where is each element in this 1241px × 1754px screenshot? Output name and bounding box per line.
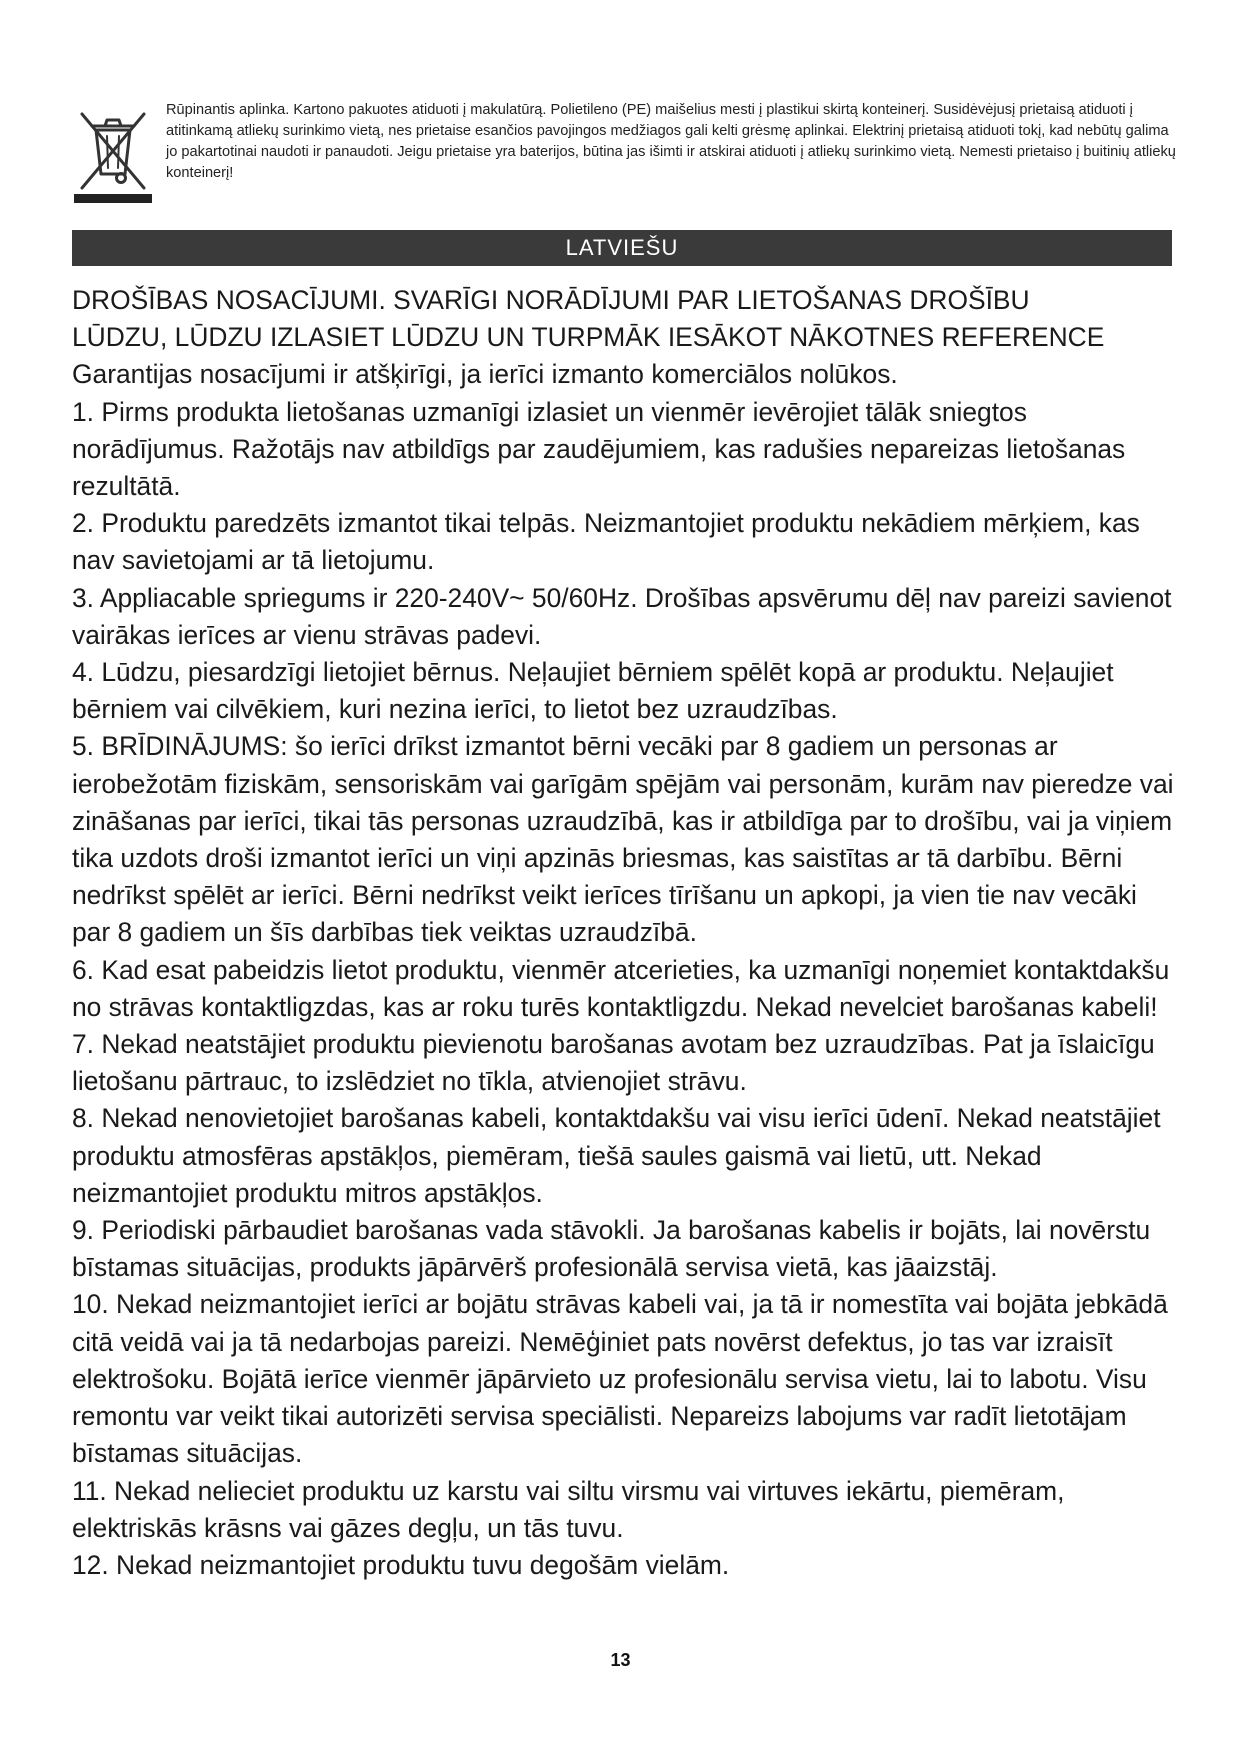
list-item: 2. Produktu paredzēts izmantot tikai telpās. Neizmantojiet produktu nekādiem mērķiem, kas nav savietojami ar tā lietojumu. xyxy=(72,508,1140,576)
list-item: 11. Nekad nelieciet produktu uz karstu vai siltu virsmu vai virtuves iekārtu, piemēram, elektriskās krāsns vai gāzes degļu, un tās tuvu. xyxy=(72,1475,1065,1543)
list-item: 8. Nekad nenovietojiet barošanas kabeli, kontaktdakšu vai visu ierīci ūdenī. Nekad neatstājiet produktu atmosfēras apstākļos, piemēram, tiešā saules gaismā vai lietū, utt. Nekad neizmantojiet produktu mitros apstākļos. xyxy=(72,1103,1161,1208)
warranty-note: Garantijas nosacījumi ir atšķirīgi, ja ierīci izmanto komerciālos nolūkos. xyxy=(72,359,898,390)
environment-notice-text: Rūpinantis aplinka. Kartono pakuotes atiduoti į makulatūrą. Polietileno (PE) maišelius mesti į plastikui skirtą konteinerį. Susidėvėjusį prietaisą atiduoti į atitinkamą atliekų surinkimo vietą, nes prietaise esančios pavojingos medžiagos gali kelti grėsmę aplinkai. Elektrinį prietaisą atiduoti tokį, kad nebūtų galima jo pakartotinai naudoti ir panaudoti. Jeigu prietaise yra baterijos, būtina jas išimti ir atskirai atiduoti į atliekų surinkimo vietą. Nemesti prietaiso į buitinių atliekų konteinerį! xyxy=(166,102,1176,181)
environment-notice xyxy=(74,100,1174,210)
list-item: 6. Kad esat pabeidzis lietot produktu, vienmēr atcerieties, ka uzmanīgi noņemiet kontaktdakšu no strāvas kontaktligzdas, kas ar roku turēs kontaktligzdu. Nekad nevelciet barošanas kabeli! xyxy=(72,954,1170,1022)
crossed-out-wheelie-bin-icon xyxy=(74,106,152,206)
list-item: 4. Lūdzu, piesardzīgi lietojiet bērnus. Neļaujiet bērniem spēlēt kopā ar produktu. Neļaujiet bērniem vai cilvēkiem, kuri nezina ierīci, to lietot bez uzraudzības. xyxy=(72,657,1114,725)
list-item: 12. Nekad neizmantojiet produktu tuvu degošām vielām. xyxy=(72,1549,730,1580)
list-item: 7. Nekad neatstājiet produktu pievienotu barošanas avotam bez uzraudzības. Pat ja īslaicīgu lietošanu pārtrauc, to izslēdziet no tīkla, atvienojiet strāvu. xyxy=(72,1029,1155,1097)
heading-line-1: DROŠĪBAS NOSACĪJUMI. SVARĪGI NORĀDĪJUMI PAR LIETOŠANAS DROŠĪBU xyxy=(72,285,1030,315)
list-item: 9. Periodiski pārbaudiet barošanas vada stāvokli. Ja barošanas kabelis ir bojāts, lai novērstu bīstamas situācijas, produkts jāpārvērš profesionālā servisa vietā, kas jāaizstāj. xyxy=(72,1215,1151,1283)
page-number: 13 xyxy=(610,1650,631,1670)
list-item: 1. Pirms produkta lietošanas uzmanīgi izlasiet un vienmēr ievērojiet tālāk sniegtos norādījumus. Ražotājs nav atbildīgs par zaudējumiem, kas radušies nepareizas lietošanas rezultātā. xyxy=(72,396,1126,502)
list-item: 3. Appliacable spriegums ir 220-240V~ 50/60Hz. Drošības apsvērumu dēļ nav pareizi savienot vairākas ierīces ar vienu strāvas padevi. xyxy=(72,582,1172,650)
list-item: 5. BRĪDINĀJUMS: šo ierīci drīkst izmantot bērni vecāki par 8 gadiem un personas ar ierobežotām fiziskām, sensoriskām vai garīgām spējām vai personām, kurām nav pieredze vai zināšanas par ierīci, tikai tās personas uzraudzībā, kas ir atbildīga par to drošību, vai ja viņiem tika uzdots droši izmantot ierīci un viņi apzinās briesmas, kas saistītas ar tā darbību. Bērni nedrīkst spēlēt ar ierīci. Bērni nedrīkst veikt ierīces tīrīšanu un apkopi, ja vien tie nav vecāki par 8 gadiem un šīs darbības tiek veiktas uzraudzībā. xyxy=(72,731,1174,948)
list-item: 10. Nekad neizmantojiet ierīci ar bojātu strāvas kabeli vai, ja tā ir nomestīta vai bojāta jebkādā citā veidā vai ja tā nedarbojas pareizi. Neмēģiniet pats novērst defektus, jo tas var izraisīt elektrošoku. Bojātā ierīce vienmēr jāpārvieto uz profesionālu servisa vietu, lai to labotu. Visu remontu var veikt tikai autorizēti servisa speciālisti. Nepareizs labojums var radīt lietotājam bīstamas situācijas. xyxy=(72,1289,1168,1469)
heading-line-2: LŪDZU, LŪDZU IZLASIET LŪDZU UN TURPMĀK IESĀKOT NĀKOTNES REFERENCE xyxy=(72,322,1105,353)
safety-instructions xyxy=(72,282,1182,1584)
section-language-header: LATVIEŠU xyxy=(72,230,1172,266)
